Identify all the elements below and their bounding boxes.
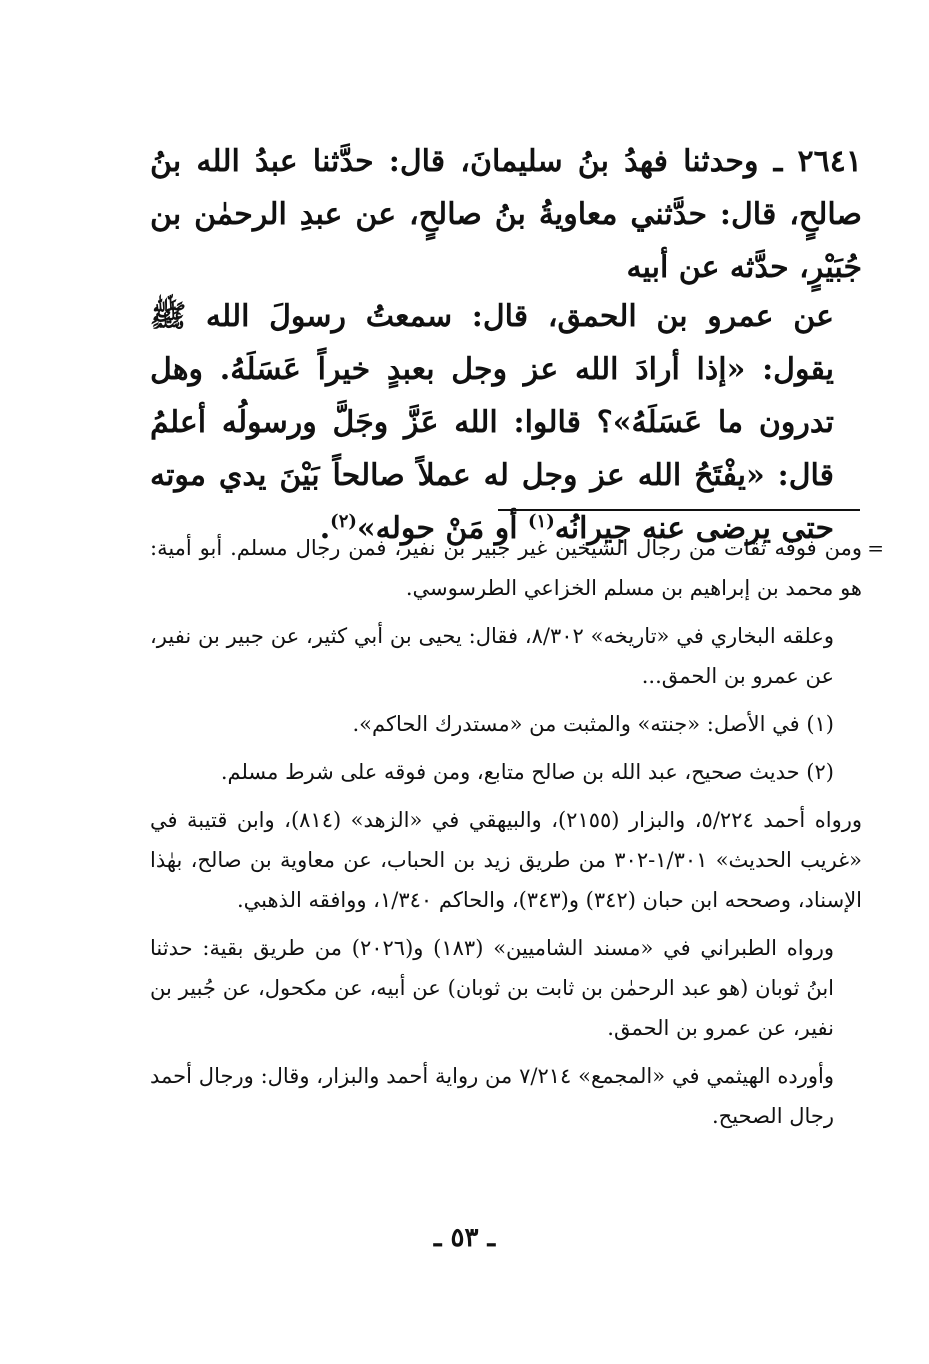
matn-text-end: أو مَنْ حوله» bbox=[356, 511, 528, 546]
continuation-mark: = bbox=[867, 536, 884, 560]
matn-text: عن عمرو بن الحمق، قال: سمعتُ رسولَ الله ﷺ يقول: «إذا أرادَ الله عز وجل بعبدٍ خيراً عَسَلَهُ. وهل تدرون ما عَسَلَهُ»؟ قالوا: الله عَزَّ وجَلَّ ورسولُه أعلمُ قال: «يفْتَحُ الله عز وجل له عملاً صالحاً بَيْنَ يدي موته حتى يرضى عنه جيرانُه bbox=[150, 299, 834, 546]
hadith-matn bbox=[150, 290, 862, 555]
footnote-2: (٢) حديث صحيح، عبد الله بن صالح متابع، ومن فوقه على شرط مسلم. bbox=[220, 760, 834, 784]
hadith-isnad bbox=[150, 135, 862, 294]
footnotes-section bbox=[150, 528, 884, 1144]
footnote-continuation bbox=[150, 528, 884, 608]
footnote-paragraph: ورواه الطبراني في «مسند الشاميين» (١٨٣) و(٢٠٢٦) من طريق بقية: حدثنا ابنُ ثوبان (هو عبد الرحمٰن بن ثابت بن ثوبان) عن أبيه، عن مكحول، عن جُبير بن نفير، عن عمرو بن الحمق. bbox=[150, 936, 834, 1040]
footnote-text: ومن فوقه ثقات من رجال الشيخين غير جبير بن نفير، فمن رجال مسلم. أبو أمية: هو محمد بن إبراهيم بن مسلم الخزاعي الطرسوسي. bbox=[150, 536, 862, 600]
footnote-separator bbox=[498, 509, 860, 511]
footnote-ref-2[interactable]: (٢) bbox=[330, 511, 357, 532]
footnote-1: (١) في الأصل: «جنته» والمثبت من «مستدرك الحاكم». bbox=[352, 712, 834, 736]
page-number: ـ ٥٣ ـ bbox=[433, 1223, 496, 1253]
footnote-paragraph: وعلقه البخاري في «تاريخه» ٨/٣٠٢، فقال: يحيى بن أبي كثير، عن جبير بن نفير، عن عمرو بن الحمق... bbox=[150, 624, 835, 688]
footnote-paragraph: وأورده الهيثمي في «المجمع» ٧/٢١٤ من رواية أحمد والبزار، وقال: ورجال أحمد رجال الصحيح. bbox=[150, 1064, 835, 1128]
matn-paragraph bbox=[150, 290, 862, 555]
matn-period: . bbox=[319, 511, 331, 546]
footnote-paragraph: ورواه أحمد ٥/٢٢٤، والبزار (٢١٥٥)، والبيهقي في «الزهد» (٨١٤)، وابن قتيبة في «غريب الحديث» ١/٣٠١-٣٠٢ من طريق زيد بن الحباب، عن معاوية بن صالح، بهٰذا الإسناد، وصححه ابن حبان (٣٤٢) و(٣٤٣)، والحاكم ١/٣٤٠، ووافقه الذهبي. bbox=[150, 808, 862, 912]
footnote-ref-1[interactable]: (١) bbox=[527, 511, 555, 532]
isnad-paragraph: ٢٦٤١ ـ وحدثنا فهدُ بنُ سليمانَ، قال: حدَّثنا عبدُ الله بنُ صالحٍ، قال: حدَّثني معاويةُ بنُ صالحٍ، عن عبدِ الرحمٰن بن جُبَيْرٍ، حدَّثه عن أبيه bbox=[150, 144, 862, 285]
